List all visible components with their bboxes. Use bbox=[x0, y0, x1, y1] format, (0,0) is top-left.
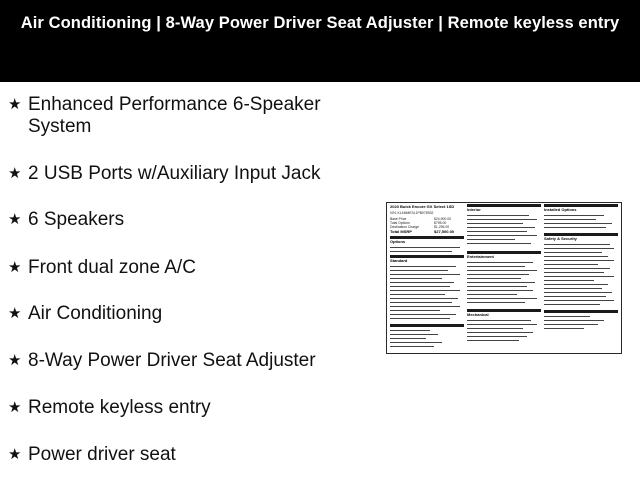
sticker-text-line bbox=[467, 282, 535, 283]
sticker-text-line bbox=[544, 304, 600, 305]
sticker-text-line bbox=[544, 320, 604, 321]
sticker-text-line bbox=[467, 239, 515, 240]
header-title: Air Conditioning | 8-Way Power Driver Seat Adjuster | Remote keyless entry bbox=[20, 14, 620, 32]
sticker-text-line bbox=[390, 338, 426, 339]
feature-item bbox=[8, 397, 343, 419]
sticker-text-line bbox=[467, 328, 523, 329]
star-bullet-icon: ★ bbox=[8, 352, 22, 369]
sticker-text-line bbox=[390, 306, 460, 307]
sticker-text-line bbox=[390, 314, 456, 315]
sticker-text-line bbox=[390, 298, 458, 299]
sticker-text-line bbox=[467, 290, 533, 291]
sticker-text-line bbox=[467, 231, 527, 232]
sticker-price-value: $24,900.00 bbox=[434, 217, 451, 221]
feature-label: Enhanced Performance 6-Speaker System bbox=[28, 94, 321, 137]
feature-label: Front dual zone A/C bbox=[28, 257, 196, 278]
sticker-divider bbox=[390, 324, 464, 327]
sticker-text-line bbox=[467, 336, 527, 337]
sticker-section-heading: Interior bbox=[467, 207, 481, 212]
sticker-text-line bbox=[390, 346, 434, 347]
sticker-text-line bbox=[467, 243, 531, 244]
sticker-section-heading: Safety & Security bbox=[544, 236, 577, 241]
sticker-text-line bbox=[390, 334, 438, 335]
sticker-model-title: 2023 Buick Encore GX Select 1SD bbox=[390, 204, 455, 209]
sticker-price-label: Total Options bbox=[390, 221, 410, 225]
sticker-text-line bbox=[544, 248, 614, 249]
sticker-text-line bbox=[544, 256, 608, 257]
sticker-text-line bbox=[544, 268, 610, 269]
sticker-section-heading: Mechanical bbox=[467, 312, 489, 317]
sticker-text-line bbox=[544, 264, 598, 265]
sticker-text-line bbox=[544, 252, 602, 253]
sticker-text-line bbox=[390, 294, 445, 295]
sticker-text-line bbox=[544, 324, 598, 325]
sticker-text-line bbox=[467, 302, 525, 303]
sticker-text-line bbox=[544, 328, 584, 329]
sticker-text-line bbox=[467, 286, 527, 287]
star-bullet-icon: ★ bbox=[8, 399, 22, 416]
sticker-price-label: Destination Charge bbox=[390, 225, 420, 229]
feature-item bbox=[8, 350, 343, 372]
sticker-text-line bbox=[467, 270, 537, 271]
sticker-divider bbox=[544, 310, 618, 313]
sticker-text-line bbox=[390, 310, 440, 311]
sticker-text-line bbox=[467, 219, 537, 220]
sticker-text-line bbox=[544, 215, 604, 216]
sticker-text-line bbox=[390, 342, 442, 343]
feature-item bbox=[8, 209, 343, 231]
sticker-text-line bbox=[544, 219, 596, 220]
sticker-text-line bbox=[544, 244, 610, 245]
star-bullet-icon: ★ bbox=[8, 165, 22, 182]
sticker-text-line bbox=[390, 251, 452, 252]
sticker-section-heading: Installed Options bbox=[544, 207, 577, 212]
sticker-text-line bbox=[467, 278, 521, 279]
sticker-column-features bbox=[467, 203, 541, 353]
sticker-text-line bbox=[467, 274, 529, 275]
sticker-text-line bbox=[544, 300, 614, 301]
sticker-price-label: Base Price bbox=[390, 217, 407, 221]
sticker-text-line bbox=[467, 340, 519, 341]
window-sticker-image[interactable] bbox=[386, 202, 622, 354]
feature-item bbox=[8, 303, 343, 325]
sticker-text-line bbox=[390, 266, 456, 267]
feature-item bbox=[8, 163, 343, 185]
feature-label: 6 Speakers bbox=[28, 209, 125, 230]
sticker-text-line bbox=[467, 262, 533, 263]
sticker-text-line bbox=[467, 223, 523, 224]
sticker-column-summary bbox=[390, 203, 464, 353]
sticker-text-line bbox=[544, 272, 604, 273]
sticker-text-line bbox=[467, 227, 535, 228]
star-bullet-icon: ★ bbox=[8, 211, 22, 228]
sticker-text-line bbox=[467, 324, 537, 325]
sticker-text-line bbox=[390, 274, 460, 275]
sticker-price-value: $27,500.00 bbox=[434, 229, 455, 234]
star-bullet-icon: ★ bbox=[8, 259, 22, 276]
sticker-section-heading: Standard bbox=[390, 258, 408, 263]
sticker-text-line bbox=[544, 284, 608, 285]
star-bullet-icon: ★ bbox=[8, 96, 22, 113]
sticker-text-line bbox=[467, 332, 533, 333]
sticker-text-line bbox=[390, 290, 460, 291]
star-bullet-icon: ★ bbox=[8, 446, 22, 463]
sticker-column-safety bbox=[544, 203, 618, 353]
feature-item bbox=[8, 94, 343, 138]
sticker-text-line bbox=[467, 298, 537, 299]
feature-label: 8-Way Power Driver Seat Adjuster bbox=[28, 350, 316, 371]
sticker-text-line bbox=[390, 282, 454, 283]
sticker-text-line bbox=[390, 278, 442, 279]
sticker-text-line bbox=[390, 247, 460, 248]
sticker-text-line bbox=[467, 215, 529, 216]
sticker-text-line bbox=[390, 302, 452, 303]
feature-label: Power driver seat bbox=[28, 444, 176, 465]
sticker-text-line bbox=[467, 294, 517, 295]
sticker-text-line bbox=[390, 330, 430, 331]
sticker-section-heading: Entertainment bbox=[467, 254, 494, 259]
sticker-text-line bbox=[467, 266, 525, 267]
header-banner bbox=[0, 0, 640, 82]
sticker-text-line bbox=[467, 235, 537, 236]
sticker-text-line bbox=[544, 260, 614, 261]
sticker-text-line bbox=[544, 292, 612, 293]
sticker-text-line bbox=[390, 270, 448, 271]
feature-label: Remote keyless entry bbox=[28, 397, 211, 418]
star-bullet-icon: ★ bbox=[8, 305, 22, 322]
sticker-text-line bbox=[544, 227, 606, 228]
sticker-text-line bbox=[544, 288, 602, 289]
sticker-text-line bbox=[390, 318, 450, 319]
feature-label: Air Conditioning bbox=[28, 303, 163, 324]
feature-item bbox=[8, 257, 343, 279]
sticker-text-line bbox=[544, 280, 594, 281]
feature-item bbox=[8, 444, 343, 466]
sticker-text-line bbox=[544, 223, 612, 224]
sticker-text-line bbox=[544, 276, 614, 277]
sticker-text-line bbox=[467, 320, 531, 321]
sticker-text-line bbox=[544, 296, 606, 297]
sticker-price-label: Total MSRP bbox=[390, 229, 412, 234]
feature-label: 2 USB Ports w/Auxiliary Input Jack bbox=[28, 163, 321, 184]
sticker-price-value: $795.00 bbox=[434, 221, 447, 225]
sticker-vin: VIN: KL4MMESL1PB078932 bbox=[390, 211, 434, 215]
sticker-text-line bbox=[544, 316, 590, 317]
sticker-text-line bbox=[390, 286, 450, 287]
sticker-price-value: $1,295.00 bbox=[434, 225, 450, 229]
sticker-section-heading: Options bbox=[390, 239, 406, 244]
